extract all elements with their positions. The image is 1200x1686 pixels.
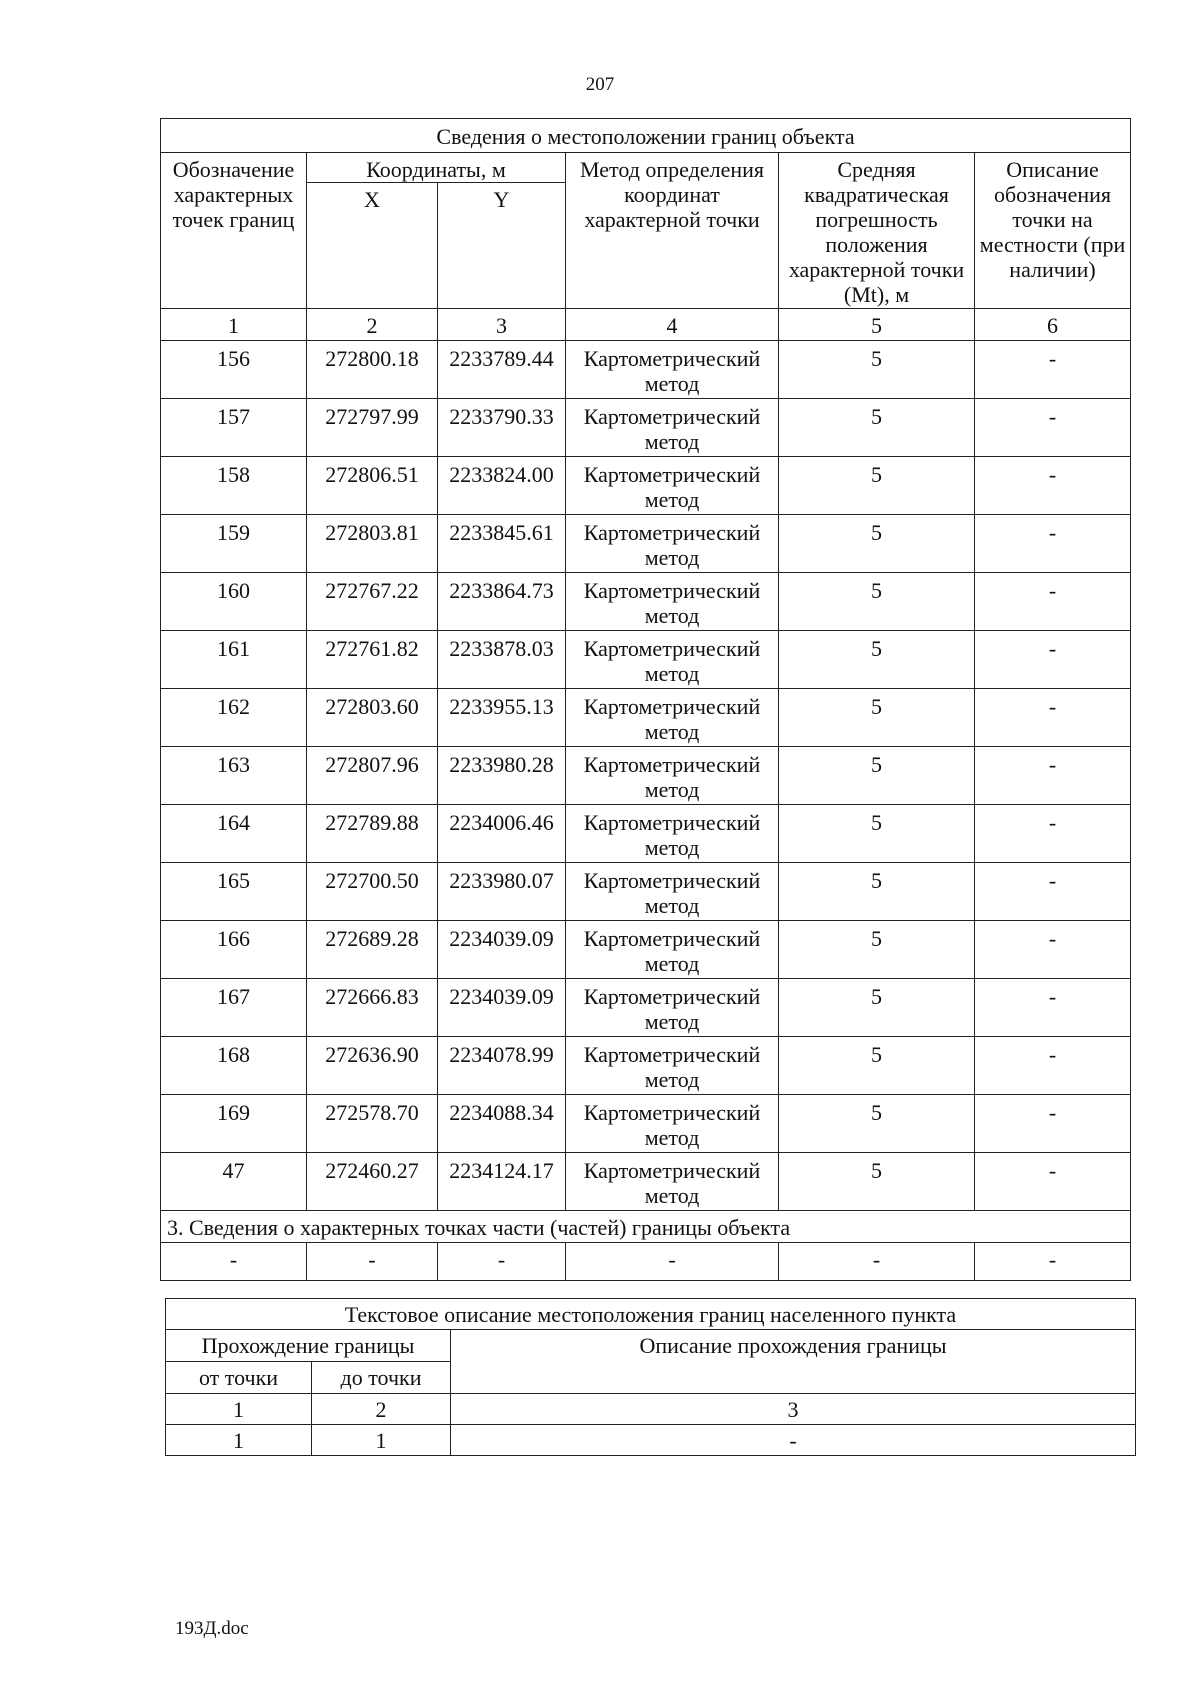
from-point-cell: 1 [166,1425,312,1456]
point-cell: 164 [161,805,307,863]
table-row [161,805,1131,863]
error-cell: 5 [779,573,975,631]
document-filename: 193Д.doc [175,1618,249,1639]
y-cell: 2234088.34 [438,1095,566,1153]
header-to-point: до точки [312,1362,451,1394]
x-cell: 272761.82 [307,631,438,689]
y-cell: 2234078.99 [438,1037,566,1095]
method-cell: Картометрический метод [566,689,779,747]
error-cell: 5 [779,689,975,747]
method-cell: Картометрический метод [566,863,779,921]
column-number: 3 [438,309,566,341]
method-cell: Картометрический метод [566,515,779,573]
y-cell: 2233878.03 [438,631,566,689]
table-cell: - [779,1243,975,1281]
method-cell: Картометрический метод [566,805,779,863]
error-cell: 5 [779,805,975,863]
description-cell: - [975,341,1131,399]
y-cell: 2233790.33 [438,399,566,457]
y-cell: 2234124.17 [438,1153,566,1211]
error-cell: 5 [779,457,975,515]
table-row [161,747,1131,805]
description-cell: - [975,921,1131,979]
table-cell: - [161,1243,307,1281]
description-cell: - [975,689,1131,747]
y-cell: 2233789.44 [438,341,566,399]
table-row [166,1425,1136,1456]
x-cell: 272806.51 [307,457,438,515]
column-number: 5 [779,309,975,341]
y-cell: 2234039.09 [438,979,566,1037]
error-cell: 5 [779,921,975,979]
point-cell: 169 [161,1095,307,1153]
method-cell: Картометрический метод [566,399,779,457]
description-cell: - [975,747,1131,805]
y-cell: 2233864.73 [438,573,566,631]
header-method: Метод определения координат характерной точки [566,153,779,309]
table-row [161,573,1131,631]
description-cell: - [975,805,1131,863]
point-cell: 160 [161,573,307,631]
table-title: Сведения о местоположении границ объекта [161,119,1131,153]
x-cell: 272578.70 [307,1095,438,1153]
description-cell: - [975,457,1131,515]
y-cell: 2233980.07 [438,863,566,921]
method-cell: Картометрический метод [566,457,779,515]
description-cell: - [975,1153,1131,1211]
description-cell: - [975,979,1131,1037]
x-cell: 272700.50 [307,863,438,921]
table-cell: - [438,1243,566,1281]
column-number-row [166,1394,1136,1425]
x-cell: 272767.22 [307,573,438,631]
table-row [161,863,1131,921]
y-cell: 2233955.13 [438,689,566,747]
point-cell: 47 [161,1153,307,1211]
y-cell: 2233980.28 [438,747,566,805]
y-cell: 2233824.00 [438,457,566,515]
x-cell: 272689.28 [307,921,438,979]
table-row [161,515,1131,573]
error-cell: 5 [779,1037,975,1095]
error-cell: 5 [779,747,975,805]
header-x: X [307,183,438,309]
header-y: Y [438,183,566,309]
method-cell: Картометрический метод [566,631,779,689]
section-3-row [161,1243,1131,1281]
point-cell: 165 [161,863,307,921]
description-cell: - [975,1037,1131,1095]
method-cell: Картометрический метод [566,979,779,1037]
method-cell: Картометрический метод [566,747,779,805]
error-cell: 5 [779,631,975,689]
table-cell: - [975,1243,1131,1281]
method-cell: Картометрический метод [566,1153,779,1211]
header-from-point: от точки [166,1362,312,1394]
x-cell: 272789.88 [307,805,438,863]
description-cell: - [975,631,1131,689]
table-row [161,399,1131,457]
point-cell: 166 [161,921,307,979]
column-number: 6 [975,309,1131,341]
header-coordinates: Координаты, м [307,153,566,183]
method-cell: Картометрический метод [566,341,779,399]
column-number: 4 [566,309,779,341]
error-cell: 5 [779,1153,975,1211]
method-cell: Картометрический метод [566,1037,779,1095]
error-cell: 5 [779,515,975,573]
point-cell: 163 [161,747,307,805]
point-cell: 161 [161,631,307,689]
description-cell: - [975,863,1131,921]
method-cell: Картометрический метод [566,1095,779,1153]
description-cell: - [975,1095,1131,1153]
header-passage-description: Описание прохождения границы [451,1330,1136,1394]
table-row [161,341,1131,399]
y-cell: 2234039.09 [438,921,566,979]
column-number: 2 [312,1394,451,1425]
table-row [161,631,1131,689]
boundary-coordinates-table [160,118,1131,1281]
description-cell: - [975,515,1131,573]
error-cell: 5 [779,863,975,921]
table-cell: - [566,1243,779,1281]
error-cell: 5 [779,1095,975,1153]
column-number-row [161,309,1131,341]
method-cell: Картометрический метод [566,921,779,979]
method-cell: Картометрический метод [566,573,779,631]
header-designation: Обозначение характерных точек границ [161,153,307,309]
point-cell: 158 [161,457,307,515]
description-cell: - [975,399,1131,457]
point-cell: 159 [161,515,307,573]
to-point-cell: 1 [312,1425,451,1456]
x-cell: 272797.99 [307,399,438,457]
table-row [161,979,1131,1037]
boundary-text-description-table [165,1298,1136,1456]
column-number: 2 [307,309,438,341]
x-cell: 272460.27 [307,1153,438,1211]
section-3-title: 3. Сведения о характерных точках части (частей) границы объекта [161,1211,1131,1243]
table-cell: - [307,1243,438,1281]
table-row [161,1037,1131,1095]
description-cell: - [975,573,1131,631]
error-cell: 5 [779,341,975,399]
column-number: 1 [161,309,307,341]
x-cell: 272636.90 [307,1037,438,1095]
x-cell: 272666.83 [307,979,438,1037]
y-cell: 2234006.46 [438,805,566,863]
point-cell: 162 [161,689,307,747]
text-table-title: Текстовое описание местоположения границ населенного пункта [166,1299,1136,1330]
error-cell: 5 [779,979,975,1037]
x-cell: 272807.96 [307,747,438,805]
table-row [161,921,1131,979]
table-row [161,457,1131,515]
x-cell: 272800.18 [307,341,438,399]
table-row [161,689,1131,747]
x-cell: 272803.60 [307,689,438,747]
column-number: 1 [166,1394,312,1425]
table-row [161,1153,1131,1211]
column-number: 3 [451,1394,1136,1425]
header-description: Описание обозначения точки на местности (при наличии) [975,153,1131,309]
table-row [161,1095,1131,1153]
header-error: Средняя квадратическая погрешность положения характерной точки (Mt), м [779,153,975,309]
point-cell: 156 [161,341,307,399]
y-cell: 2233845.61 [438,515,566,573]
header-passage: Прохождение границы [166,1330,451,1362]
x-cell: 272803.81 [307,515,438,573]
page-number: 207 [585,74,615,95]
point-cell: 157 [161,399,307,457]
error-cell: 5 [779,399,975,457]
point-cell: 167 [161,979,307,1037]
point-cell: 168 [161,1037,307,1095]
description-cell: - [451,1425,1136,1456]
